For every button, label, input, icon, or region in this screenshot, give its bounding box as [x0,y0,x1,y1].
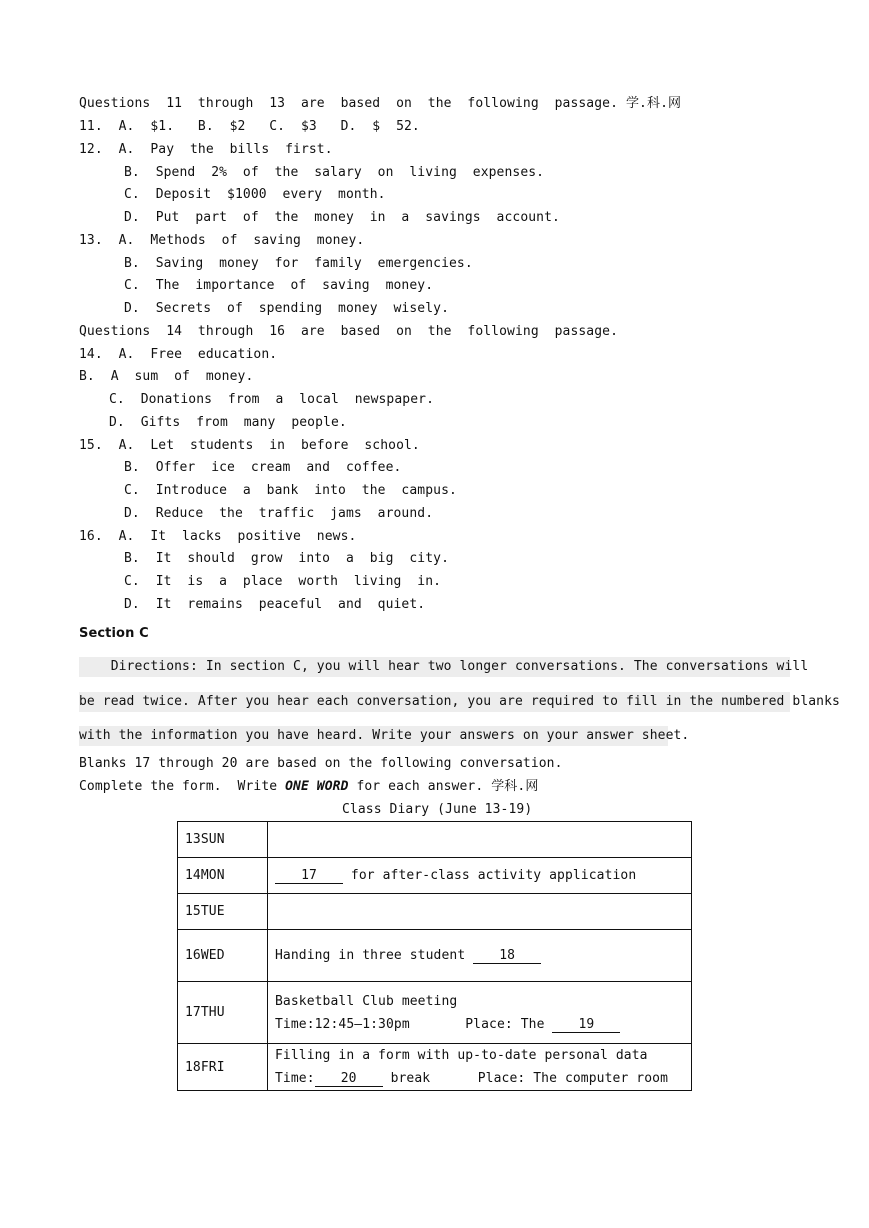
day-cell: 18FRI [178,1044,268,1091]
table-row [178,822,692,858]
entry-text: for after-class activity application [343,867,637,883]
table-row [178,858,692,894]
entry-cell [268,982,692,1044]
complete-suffix: for each answer. 学科.网 [348,779,539,794]
directions-line-1: Directions: In section C, you will hear two longer conversations. The conversations will [79,657,790,677]
entry-line-1: Filling in a form with up-to-date personal data [275,1048,648,1063]
question-15-c: C. Introduce a bank into the campus. [124,483,457,498]
question-14-d: D. Gifts from many people. [109,415,347,430]
day-cell: 14MON [178,858,268,894]
entry-cell [268,822,692,858]
passage-header-14-16: Questions 14 through 16 are based on the following passage. [79,324,619,339]
question-16-b: B. It should grow into a big city. [124,551,449,566]
one-word-emphasis: ONE WORD [285,779,349,794]
directions-line-3: with the information you have heard. Write your answers on your answer sheet. [79,726,668,746]
entry-text: Handing in three student [275,947,474,963]
day-cell: 16WED [178,930,268,982]
blank-18[interactable]: 18 [473,949,541,964]
question-13-a: 13. A. Methods of saving money. [79,233,365,248]
question-12-d: D. Put part of the money in a savings account. [124,210,560,225]
day-cell: 17THU [178,982,268,1044]
question-14-b: B. A sum of money. [79,369,254,384]
blanks-intro: Blanks 17 through 20 are based on the following conversation. [79,756,563,771]
question-12-a: 12. A. Pay the bills first. [79,142,333,157]
question-15-a: 15. A. Let students in before school. [79,438,420,453]
complete-instruction [79,779,538,795]
day-cell: 15TUE [178,894,268,930]
question-16-c: C. It is a place worth living in. [124,574,442,589]
entry-cell [268,930,692,982]
question-12-c: C. Deposit $1000 every month. [124,187,386,202]
entry-line-1: Basketball Club meeting [275,993,458,1009]
question-14-a: 14. A. Free education. [79,347,278,362]
directions-line-2: be read twice. After you hear each conversation, you are required to fill in the numbered blanks [79,692,790,712]
entry-line-2 [275,1067,684,1090]
question-13-c: C. The importance of saving money. [124,278,434,293]
entry-cell [268,1044,692,1091]
section-c-title: Section C [79,626,149,641]
day-cell: 13SUN [178,822,268,858]
question-15-d: D. Reduce the traffic jams around. [124,506,434,521]
blank-17[interactable]: 17 [275,869,343,884]
table-title: Class Diary (June 13-19) [342,802,533,817]
question-13-d: D. Secrets of spending money wisely. [124,301,449,316]
question-14-c: C. Donations from a local newspaper. [109,392,434,407]
entry-line-2 [275,1013,684,1036]
entry-cell [268,894,692,930]
table-row [178,1044,692,1091]
blank-20[interactable]: 20 [315,1072,383,1087]
table-row [178,982,692,1044]
question-13-b: B. Saving money for family emergencies. [124,256,473,271]
question-16-d: D. It remains peaceful and quiet. [124,597,426,612]
table-row [178,930,692,982]
entry-text: Time:12:45—1:30pm Place: The [275,1016,553,1032]
question-11: 11. A. $1. B. $2 C. $3 D. $ 52. [79,119,420,134]
entry-cell [268,858,692,894]
question-12-b: B. Spend 2% of the salary on living expenses. [124,165,545,180]
class-diary-table [177,821,692,1091]
passage-header-11-13: Questions 11 through 13 are based on the following passage. 学.科.网 [79,96,682,111]
entry-text: break Place: The computer room [382,1071,669,1086]
complete-prefix: Complete the form. Write [79,779,286,794]
entry-time-label: Time: [275,1071,315,1086]
blank-19[interactable]: 19 [552,1018,620,1033]
question-16-a: 16. A. It lacks positive news. [79,529,357,544]
table-row [178,894,692,930]
question-15-b: B. Offer ice cream and coffee. [124,460,402,475]
